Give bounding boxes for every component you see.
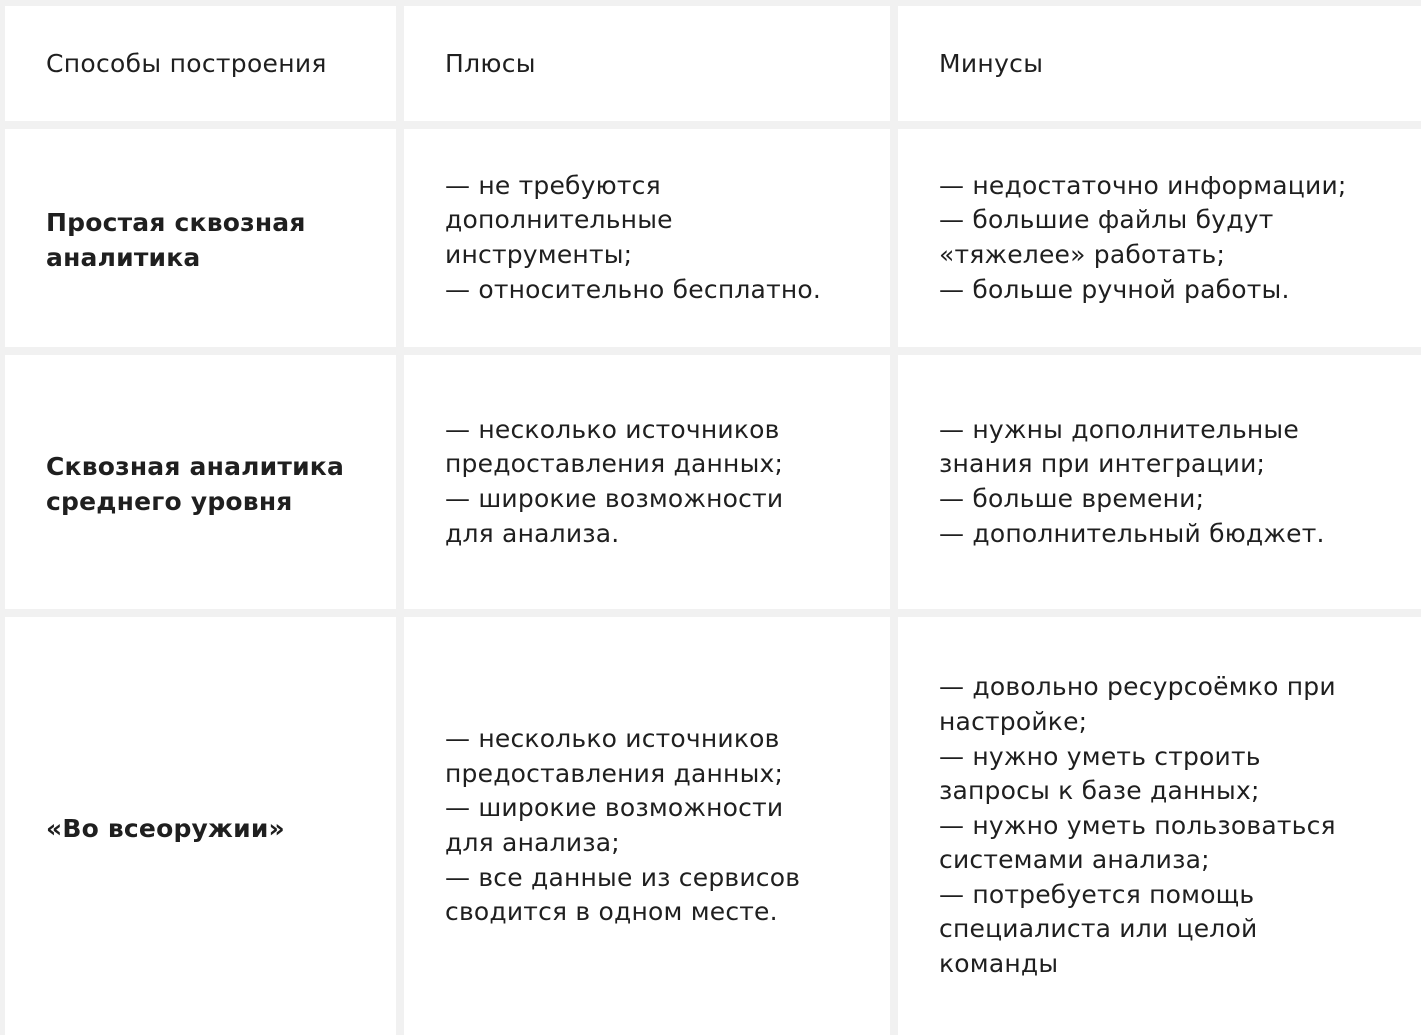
cons-cell bbox=[898, 355, 1421, 609]
method-cell bbox=[5, 617, 396, 1035]
pros-line: для анализа; bbox=[445, 828, 620, 857]
pros-line: — несколько источников bbox=[445, 724, 780, 754]
method-line: аналитика bbox=[46, 243, 201, 272]
cons-line: запросы к базе данных; bbox=[939, 776, 1260, 806]
method-cell bbox=[5, 129, 396, 347]
cons-line: — нужно уметь строить bbox=[939, 741, 1261, 771]
pros-line: предоставления данных; bbox=[445, 449, 784, 479]
cons-line: «тяжелее» работать; bbox=[939, 240, 1226, 269]
header-pros: Плюсы bbox=[445, 48, 536, 78]
cons-line: — довольно ресурсоёмко при bbox=[939, 672, 1336, 702]
header-cell-cons bbox=[898, 6, 1421, 121]
method-name bbox=[46, 205, 306, 275]
pros-line: — несколько источников bbox=[445, 414, 780, 444]
pros-list bbox=[445, 413, 783, 551]
pros-line: — все данные из сервисов bbox=[445, 862, 801, 892]
cons-cell bbox=[898, 129, 1421, 347]
method-cell bbox=[5, 355, 396, 609]
cons-line: — потребуется помощь bbox=[939, 879, 1255, 909]
pros-line: инструменты; bbox=[445, 240, 633, 269]
cons-line: — нужно уметь пользоваться bbox=[939, 810, 1336, 840]
pros-line: — широкие возможности bbox=[445, 484, 784, 513]
method-line: Простая сквозная bbox=[46, 208, 306, 237]
header-cell-methods bbox=[5, 6, 396, 121]
pros-line: дополнительные bbox=[445, 205, 673, 235]
cons-line: системами анализа; bbox=[939, 845, 1210, 875]
pros-cell bbox=[404, 355, 890, 609]
method-line: «Во всеоружии» bbox=[46, 813, 285, 843]
cons-line: специалиста или целой bbox=[939, 914, 1258, 944]
cons-list bbox=[939, 169, 1347, 307]
cons-line: — больше времени; bbox=[939, 484, 1205, 513]
pros-cell bbox=[404, 617, 890, 1035]
cons-line: — недостаточно информации; bbox=[939, 170, 1347, 200]
pros-list bbox=[445, 722, 800, 930]
cons-line: команды bbox=[939, 949, 1059, 979]
method-name bbox=[46, 811, 285, 846]
pros-line: — относительно бесплатно. bbox=[445, 274, 822, 304]
cons-line: — дополнительный бюджет. bbox=[939, 518, 1325, 548]
cons-line: настройке; bbox=[939, 706, 1088, 736]
cons-line: знания при интеграции; bbox=[939, 449, 1266, 479]
pros-line: сводится в одном месте. bbox=[445, 897, 778, 927]
cons-cell bbox=[898, 617, 1421, 1035]
cons-line: — большие файлы будут bbox=[939, 205, 1274, 235]
pros-list bbox=[445, 169, 821, 307]
cons-line: — больше ручной работы. bbox=[939, 274, 1290, 304]
method-line: Сквозная аналитика bbox=[46, 452, 345, 481]
pros-cell bbox=[404, 129, 890, 347]
pros-line: — не требуются bbox=[445, 170, 661, 200]
pros-line: предоставления данных; bbox=[445, 758, 784, 788]
header-cell-pros bbox=[404, 6, 890, 121]
cons-line: — нужны дополнительные bbox=[939, 414, 1299, 444]
method-name bbox=[46, 449, 344, 519]
cons-list bbox=[939, 413, 1325, 551]
pros-line: — широкие возможности bbox=[445, 793, 784, 823]
header-methods: Способы построения bbox=[46, 48, 327, 78]
method-line: среднего уровня bbox=[46, 487, 293, 516]
pros-line: для анализа. bbox=[445, 518, 620, 548]
header-cons: Минусы bbox=[939, 48, 1044, 78]
cons-list bbox=[939, 670, 1336, 981]
